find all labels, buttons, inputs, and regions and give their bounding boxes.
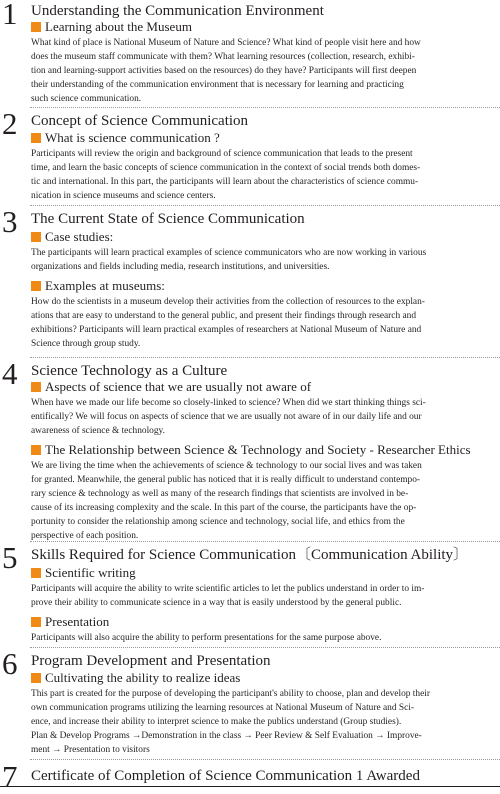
- orange-square-icon: [31, 568, 41, 578]
- subsection-heading: Scientific writing: [31, 565, 496, 581]
- section-number: 6: [2, 646, 18, 681]
- section-title: Understanding the Communication Environment: [31, 3, 324, 19]
- section-number: 5: [2, 540, 18, 575]
- section-title: Science Technology as a Culture: [31, 363, 228, 379]
- section-number: 4: [2, 356, 18, 391]
- subsection-body: How do the scientists in a museum develop their activities from the collection of resources to the explan- ations that are easy to understand to the general public, and present their findings through research and exhibitions? Participants will learn practical examples of researchers at National Museum of Nature and Science through group study.: [31, 297, 425, 349]
- bottom-rule: [0, 786, 500, 787]
- section-divider: [30, 107, 500, 108]
- subsection-heading: The Relationship between Science & Technology and Society - Researcher Ethics: [31, 442, 496, 458]
- subsection-body: What kind of place is National Museum of Nature and Science? What kind of people visit here and how does the museum staff communicate with them? What learning resources (collection, research, exhibi- tion and learning-support activities based on the resources) do they have? Participants will first deepen their understanding of the communication environment that is necessary for learning and practicing such science communication.: [31, 38, 421, 104]
- orange-square-icon: [31, 617, 41, 627]
- section-title: Skills Required for Science Communication〔Communication Ability〕: [31, 547, 469, 563]
- section-number: 1: [2, 0, 18, 31]
- subsection-heading: Cultivating the ability to realize ideas: [31, 670, 496, 686]
- subsection-heading: Presentation: [31, 614, 496, 630]
- subsection-body: Participants will also acquire the ability to perform presentations for the same purpose above.: [31, 633, 382, 643]
- section-divider: [30, 205, 500, 206]
- section-content: [31, 379, 496, 547]
- orange-square-icon: [31, 22, 41, 32]
- section-number: 7: [2, 759, 18, 794]
- section-divider: [30, 357, 500, 358]
- subsection-body: The participants will learn practical examples of science communicators who are now working in various organizations and fields including media, research institutions, and universities.: [31, 248, 427, 272]
- subsection-body: We are living the time when the achievements of science & technology to our social lives and was taken for granted. Meanwhile, the general public has noticed that it is really difficult to understand contempo- rary science & technology as well as many of the research findings that scientists are involved in be- cause of its increasing complexity and the scale. In this part of the course, the participants have the op- portunity to consider the relationship among science and technology, social life, and ethics from the perspective of each position.: [31, 461, 422, 541]
- orange-square-icon: [31, 673, 41, 683]
- orange-square-icon: [31, 281, 41, 291]
- section-divider: [30, 759, 500, 760]
- section-title: Concept of Science Communication: [31, 113, 249, 129]
- subsection-heading: Learning about the Museum: [31, 19, 496, 35]
- section-content: [31, 130, 496, 207]
- section-content: [31, 229, 496, 355]
- section-divider: [30, 647, 500, 648]
- section-number: 3: [2, 204, 18, 239]
- orange-square-icon: [31, 133, 41, 143]
- subsection-body: Participants will acquire the ability to write scientific articles to let the publics understand in order to im- prove their ability to communicate science in a way that is easily understood by the general public.: [31, 584, 425, 608]
- orange-square-icon: [31, 232, 41, 242]
- section-divider: [30, 541, 500, 542]
- orange-square-icon: [31, 445, 41, 455]
- section-content: [31, 670, 496, 761]
- section-content: [31, 19, 496, 110]
- subsection-heading: What is science communication ?: [31, 130, 496, 146]
- subsection-heading: Aspects of science that we are usually not aware of: [31, 379, 496, 395]
- section-title: Program Development and Presentation: [31, 653, 271, 669]
- section-number: 2: [2, 106, 18, 141]
- subsection-body: When have we made our life become so closely-linked to science? When did we start thinking things sci- entifically? We will focus on aspects of science that we are usually not aware of in our daily life and our awareness of science & technology.: [31, 398, 426, 436]
- section-title: The Current State of Science Communication: [31, 211, 305, 227]
- section-content: [31, 565, 496, 649]
- orange-square-icon: [31, 382, 41, 392]
- subsection-heading: Examples at museums:: [31, 278, 496, 294]
- subsection-heading: Case studies:: [31, 229, 496, 245]
- subsection-body: Participants will review the origin and background of science communication that leads to the present time, and learn the basic concepts of science communication in the context of social trends both domes- tic and international. In this part, the participants will learn about the characteristics of science commu- nication in science museums and science centers.: [31, 149, 421, 201]
- subsection-body: This part is created for the purpose of developing the participant's ability to choose, plan and develop their own communication programs utilizing the learning resources at National Museum of Nature and Sci- ence, and increase their ability to interpret science to make the publics understand (Group studies). Plan & Develop Programs →Demonstration in the class → Peer Review & Self Evaluation → Improve- ment → Presentation to visitors: [31, 689, 430, 755]
- section-title: Certificate of Completion of Science Communication 1 Awarded: [31, 768, 420, 784]
